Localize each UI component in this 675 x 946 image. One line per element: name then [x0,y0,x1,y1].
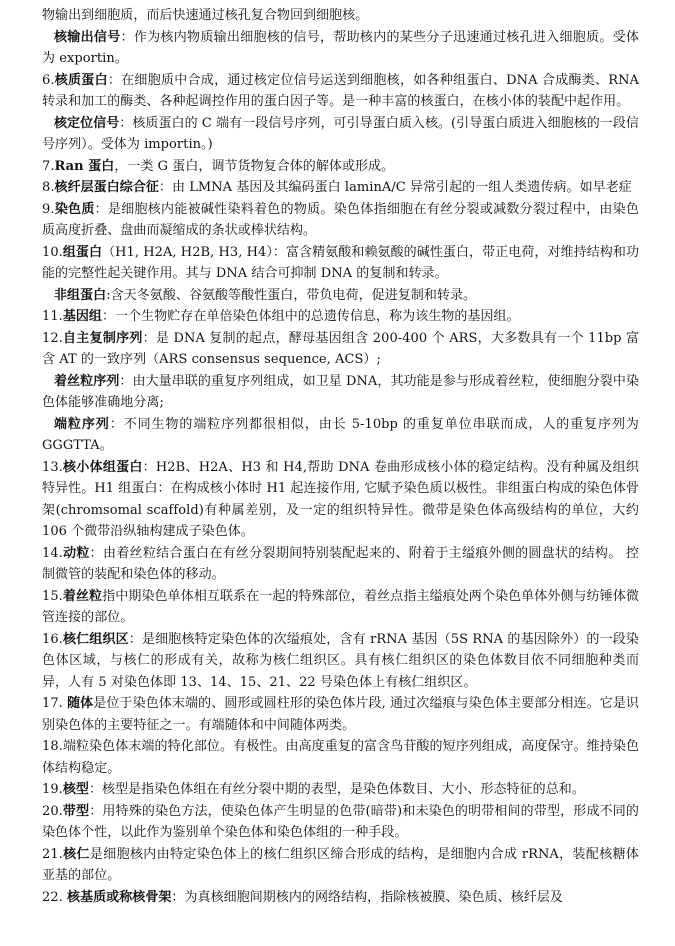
paragraph [42,414,639,457]
definition-text: 由 LMNA 基因及其编码蛋白 laminA/C 异常引起的一组人类遗传病。如早老症 [171,180,632,195]
paragraph [42,328,639,371]
item-number: 6. [42,72,55,88]
separator: ： [128,631,142,647]
definition-text: 核质蛋白的 C 端有一段信号序列，可引导蛋白质入核。(引导蛋白质进入细胞核的一段信号序列）。受体为 importin。) [42,115,639,152]
definition-text: 用特殊的染色方法，使染色体产生明显的色带(暗带)和未染色的明带相间的带型，形成不同的染色体个性，以此作为鉴别单个染色体和染色体组的一种手段。 [42,803,639,840]
paragraph [42,693,639,736]
term: 核型 [62,782,89,797]
separator: ， [114,158,128,174]
definition-text: 含天冬氨酸、谷氨酸等酸性蛋白，带负电荷，促进复制和转录。 [110,287,477,303]
definition-text: 一类 G 蛋白，调节货物复合体的解体或形成。 [127,158,395,174]
term: 核定位信号 [54,115,120,131]
item-number: 19. [42,782,63,797]
separator: ： [158,180,172,195]
paragraph [42,306,639,328]
paragraph [42,586,639,629]
paragraph [42,736,639,779]
definition-text: 由大量串联的重复序列组成，如卫星 DNA，其功能是参与形成着丝粒，使细胞分裂中染色体能够准确地分离; [42,373,639,410]
item-number: 18. [42,739,63,754]
term: 带型 [62,803,90,819]
item-number: 12. [42,330,63,346]
term: 核仁组织区 [62,631,129,647]
definition-text: 在细胞质中合成，通过核定位信号运送到细胞核，如各种组蛋白、DNA 合成酶类、RNA 转录和加工的酶类、各种起调控作用的蛋白因子等。是一种丰富的核蛋白，在核小体的装配中起作用。 [42,72,639,109]
item-number: 7. [42,158,55,174]
term: Ran 蛋白 [54,158,115,174]
separator: ： [107,72,122,88]
definition-text: 指中期染色单体相互联系在一起的特殊部位，着丝点指主缢痕处两个染色单体外侧与纺锤体微管连接的部位。 [42,588,639,625]
paragraph [42,844,639,887]
term: 动粒 [62,545,90,561]
definition-text: 不同生物的端粒序列都很相似，由长 5-10bp 的重复单位串联而成，人的重复序列为 GGGTTA。 [42,416,639,453]
term: 核纤层蛋白综合征 [54,180,159,195]
definition-text: 是细胞核内由特定染色体上的核仁组织区缔合形成的结构，是细胞内合成 rRNA，装配核糖体亚基的部位。 [42,846,639,883]
separator: ： [101,309,116,324]
item-number: 21. [42,846,63,862]
paragraph [42,371,639,414]
item-number: 13. [42,459,63,475]
term: 染色质 [54,201,95,217]
paragraph [42,887,639,909]
term: 组蛋白 [62,244,103,260]
term: 端粒序列 [54,416,110,432]
item-number: 20. [42,803,63,819]
separator: ： [142,330,156,346]
term: 核基质或称核骨架 [67,889,172,905]
definition-text: 由着丝粒结合蛋白在有丝分裂期间特别装配起来的、附着于主缢痕外侧的圆盘状的结构。 控制微管的装配和染色体的移动。 [42,545,639,582]
term: 着丝粒 [62,588,103,604]
paragraph [42,629,639,694]
definition-text: H2B、H2A、H3 和 H4,帮助 DNA 卷曲形成核小体的稳定结构。没有种属及组织特异性。H1 组蛋白：在构成核小体时 H1 起连接作用, 它赋予染色质以极性。非组蛋白构成的染色体骨架(chromsomal scaffold)有种属差别，及一定的组织特异性。微带是染色体高级结构的单位，大约 106 个微带沿纵轴构建成子染色体。 [42,459,639,539]
paragraph [42,543,639,586]
paragraph [42,457,639,543]
definition-text: 是细胞核内能被碱性染料着色的物质。染色体指细胞在有丝分裂或减数分裂过程中，由染色质高度折叠、盘曲而凝缩成的条状或棒状结构。 [42,201,639,238]
paragraph [42,177,639,199]
definition-text: 一个生物贮存在单倍染色体组中的总遗传信息，称为该生物的基因组。 [115,309,520,324]
separator: ： [171,889,185,905]
item-number: 14. [42,545,63,561]
paragraph [42,285,639,307]
term: 核质蛋白 [54,72,108,88]
paragraph [42,779,639,801]
term: 核输出信号 [54,29,121,45]
definition-text: 作为核内物质输出细胞核的信号，帮助核内的某些分子迅速通过核孔进入细胞质。受体为 exportin。 [42,29,639,66]
separator: ： [94,201,108,217]
paragraph [42,113,639,156]
definition-text: 物输出到细胞质，而后快速通过核孔复合物回到细胞核。 [42,8,369,23]
separator: : [106,287,111,303]
definition-text: 是细胞核特定染色体的次缢痕处，含有 rRNA 基因（5S RNA 的基因除外）的一段染色体区域，与核仁的形成有关，故称为核仁组织区。具有核仁组织区的染色体数目依不同细胞种类而异，人有 5 对染色体即 13、14、15、21、22 号染色体上有核仁组织区。 [42,631,639,690]
term: 自主复制序列 [62,330,143,346]
definition-text: 核型是指染色体组在有丝分裂中期的表型，是染色体数目、大小、形态特征的总和。 [102,782,585,797]
paragraph [42,156,639,178]
item-number: 10. [42,244,63,260]
item-number: 17. [42,696,68,711]
paragraph [42,5,639,27]
separator: ： [119,115,133,131]
paragraph [42,801,639,844]
separator: ： [142,459,156,475]
paragraph [42,242,639,285]
item-number: 16. [42,631,63,647]
item-number: 15. [42,588,63,604]
term: 非组蛋白 [54,287,107,303]
term: 核仁 [62,846,90,862]
separator: ： [109,416,124,432]
term: 核小体组蛋白 [62,459,143,475]
separator: ： [89,545,103,561]
item-number: 11. [42,309,63,324]
term: 基因组 [62,309,102,324]
paragraph [42,27,639,70]
separator: ： [89,803,103,819]
separator: ： [119,373,133,389]
term: 随体 [67,696,94,711]
item-number: 22. [42,889,68,905]
item-number: 8. [42,180,55,195]
definition-text: 是位于染色体末端的、圆形或圆柱形的染色体片段, 通过次缢痕与染色体主要部分相连。它是识别染色体的主要特征之一。有端随体和中间随体两类。 [42,696,639,733]
item-number: 9. [42,201,55,217]
paragraph [42,70,639,113]
separator: ： [120,29,134,45]
term: 着丝粒序列 [54,373,120,389]
definition-text: 为真核细胞间期核内的网络结构，指除核被膜、染色质、核纤层及 [184,889,563,905]
definition-text: 是 DNA 复制的起点，酵母基因组含 200-400 个 ARS，大多数具有一个 11bp 富含 AT 的一致序列（ARS consensus sequence, ACS）; [42,330,639,367]
definition-text: 端粒染色体末端的特化部位。有极性。由高度重复的富含鸟苷酸的短序列组成，高度保守。维持染色体结构稳定。 [42,739,639,776]
paragraph [42,199,639,242]
separator: ： [88,782,102,797]
definition-text: （H1, H2A, H2B, H3, H4）：富含精氨酸和赖氨酸的碱性蛋白，带正电荷，对维持结构和功能的完整性起关键作用。其与 DNA 结合可抑制 DNA 的复制和转录。 [42,244,639,281]
